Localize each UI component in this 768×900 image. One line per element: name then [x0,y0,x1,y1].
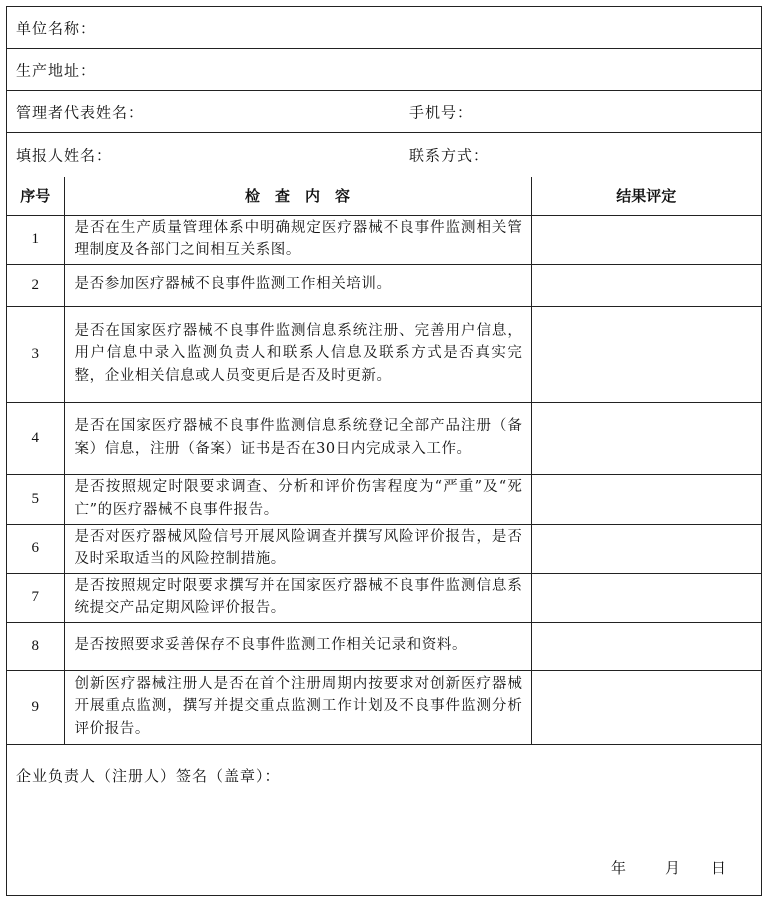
row-result[interactable] [531,524,761,573]
unit-name-row [7,7,761,49]
address-label: 生产地址： [16,61,97,79]
row-content: 是否按照规定时限要求撰写并在国家医疗器械不良事件监测信息系统提交产品定期风险评价报告。 [64,573,531,622]
inspection-table [7,177,761,745]
row-content: 是否按照规定时限要求调查、分析和评价伤害程度为“严重”及“死亡”的医疗器械不良事件报告。 [64,474,531,524]
table-header-row [7,177,761,215]
row-number: 8 [7,622,64,670]
row-number: 6 [7,524,64,573]
table-row [7,402,761,474]
manager-label: 管理者代表姓名： [16,103,145,121]
table-row [7,215,761,264]
reporter-label: 填报人姓名： [16,146,113,165]
row-result[interactable] [531,622,761,670]
row-content: 是否在国家医疗器械不良事件监测信息系统注册、完善用户信息，用户信息中录入监测负责人和联系人信息及联系方式是否真实完整，企业相关信息或人员变更后是否及时更新。 [64,306,531,402]
row-content: 是否对医疗器械风险信号开展风险调查并撰写风险评价报告，是否及时采取适当的风险控制措施。 [64,524,531,573]
signature-label: 企业负责人（注册人）签名（盖章）： [16,767,281,785]
contact-label: 联系方式： [409,146,490,165]
row-number: 3 [7,306,64,402]
row-result[interactable] [531,264,761,306]
date-year: 年 [611,859,627,877]
row-content: 创新医疗器械注册人是否在首个注册周期内按要求对创新医疗器械开展重点监测，撰写并提交重点监测工作计划及不良事件监测分析评价报告。 [64,670,531,744]
table-row [7,622,761,670]
row-result[interactable] [531,573,761,622]
column-header-no: 序号 [7,177,64,215]
row-number: 7 [7,573,64,622]
row-content: 是否在生产质量管理体系中明确规定医疗器械不良事件监测相关管理制度及各部门之间相互关系图。 [64,215,531,264]
column-header-result: 结果评定 [531,177,761,215]
row-number: 9 [7,670,64,744]
row-content: 是否按照要求妥善保存不良事件监测工作相关记录和资料。 [64,622,531,670]
reporter-row [7,133,761,177]
row-number: 1 [7,215,64,264]
mobile-label: 手机号： [409,103,474,121]
inspection-form [6,6,762,896]
table-row [7,573,761,622]
row-result[interactable] [531,215,761,264]
row-result[interactable] [531,670,761,744]
table-row [7,474,761,524]
unit-name-label: 单位名称： [16,19,97,37]
row-result[interactable] [531,306,761,402]
row-number: 5 [7,474,64,524]
signature-area[interactable] [7,743,761,895]
table-row [7,306,761,402]
row-number: 4 [7,402,64,474]
table-row [7,524,761,573]
row-result[interactable] [531,402,761,474]
date-day: 日 [711,859,727,877]
manager-row [7,91,761,133]
row-content: 是否在国家医疗器械不良事件监测信息系统登记全部产品注册（备案）信息，注册（备案）证书是否在30日内完成录入工作。 [64,402,531,474]
table-row [7,264,761,306]
date-month: 月 [665,859,681,877]
row-number: 2 [7,264,64,306]
address-row [7,49,761,91]
row-result[interactable] [531,474,761,524]
table-row [7,670,761,744]
row-content: 是否参加医疗器械不良事件监测工作相关培训。 [64,264,531,306]
column-header-content: 检 查 内 容 [64,177,531,215]
